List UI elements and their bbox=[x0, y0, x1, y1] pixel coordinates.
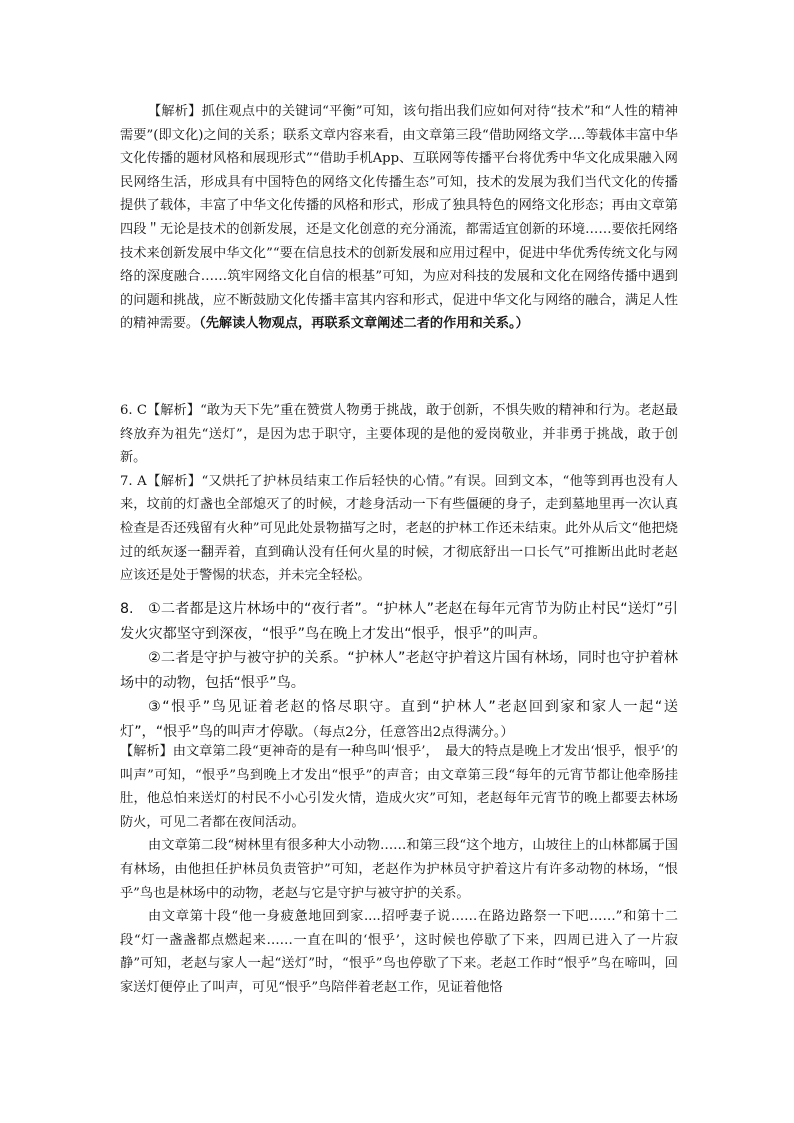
q8-point-3 bbox=[120, 695, 678, 745]
q8-score-note: （每点2分，任意答出2点得满分。） bbox=[312, 724, 514, 740]
q8-analysis-2: 由文章第二段“树林里有很多种大小动物……和第三段“这个地方，山坡往上的山林都属于国有林场，由他担任护林员负责管护”可知，老赵作为护林员守护着这片有许多动物的林场，“恨乎”鸟也是林场中的动物，老赵与它是守护与被守护的关系。 bbox=[120, 838, 678, 901]
analysis-paragraph bbox=[120, 100, 678, 336]
answer-tip: （先解读人物观点，再联系文章阐述二者的作用和关系。） bbox=[199, 316, 529, 332]
q8-point-1: 8. ①二者都是这片林场中的“夜行者”。“护林人”老赵在每年元宵节为防止村民“送灯”引发火灾都坚守到深夜，“恨乎”鸟在晚上才发出“恨乎，恨乎”的叫声。 bbox=[120, 601, 678, 642]
question-6-answer: 6. C【解析】“敢为天下先”重在赞赏人物勇于挑战，敢于创新，不惧失败的精神和行为。老赵最终放弃为祖先“送灯”，是因为忠于职守，主要体现的是他的爱岗敬业，并非勇于挑战，敢于创新。 bbox=[120, 403, 678, 466]
q8-point-2: ②二者是守护与被守护的关系。“护林人”老赵守护着这片国有林场，同时也守护着林场中的动物，包括“恨乎”鸟。 bbox=[120, 650, 678, 691]
section-analysis-1 bbox=[120, 100, 678, 336]
question-8-analysis bbox=[120, 740, 678, 1000]
question-7-answer: 7. A【解析】“又烘托了护林员结束工作后轻快的心情。”有误。回到文本，“他等到再也没有人来，坟前的灯盏也全部熄灭了的时候，才趁身活动一下有些僵硬的身子，走到墓地里再一次认真检查是否还残留有火种”可见此处景物描写之时，老赵的护林工作还未结束。此外从后文“他把烧过的纸灰逐一翻弄着，直到确认没有任何火星的时候，才彻底舒出一口长气”可推断出此时老赵应该还是处于警惕的状态，并未完全轻松。 bbox=[120, 473, 678, 584]
q8-point-3-text: ③“恨乎”鸟见证着老赵的恪尽职守。直到“护林人”老赵回到家和家人一起“送灯”，“恨乎”鸟的叫声才停歇。 bbox=[120, 699, 678, 740]
q8-analysis-1: 【解析】由文章第二段“更神奇的是有一种鸟叫‘恨乎’， 最大的特点是晚上才发出‘恨乎，恨乎’的叫声”可知，“恨乎”鸟到晚上才发出“恨乎”的声音；由文章第三段“每年的元宵节都让他牵肠挂肚，他总怕来送灯的村民不小心引发火情，造成火灾”可知，老赵每年元宵节的晚上都要去林场防火，可见二者都在夜间活动。 bbox=[120, 744, 678, 830]
questions-6-7 bbox=[120, 399, 678, 588]
analysis-text: 【解析】抓住观点中的关键词“平衡”可知，该句指出我们应如何对待“技术”和“人性的精神需要”(即文化)之间的关系；联系文章内容来看，由文章第三段“借助网络文学....等载体丰富中华文化传播的题材风格和展现形式”“借助手机App、互联网等传播平台将优秀中华文化成果融入网民网络生活，形成具有中国特色的网络文化传播生态”可知，技术的发展为我们当代文化的传播提供了载体，丰富了中华文化传播的风格和形式，形成了独具特色的网络文化形态；再由文章第四段＂无论是技术的创新发展，还是文化创意的充分涌流，都需适宜创新的环境……要依托网络技术来创新发展中华文化”“要在信息技术的创新发展和应用过程中，促进中华优秀传统文化与网络的深度融合……筑牢网络文化自信的根基”可知，为应对科技的发展和文化在网络传播中遇到的问题和挑战，应不断鼓励文化传播丰富其内容和形式，促进中华文化与网络的融合，满足人性的精神需要。 bbox=[120, 104, 678, 332]
question-8-answer bbox=[120, 597, 678, 746]
q8-analysis-3: 由文章第十段“他一身疲惫地回到家....招呼妻子说……在路边路祭一下吧……”和第十二段“灯一盏盏都点燃起来……一直在叫的‘恨乎’，这时候也停歇了下来，四周已进入了一片寂静”可知，老赵与家人一起“送灯”时，“恨乎”鸟也停歇了下来。老赵工作时“恨乎”鸟在啼叫，回家送灯便停止了叫声，可见“恨乎”鸟陪伴着老赵工作，见证着他恪 bbox=[120, 909, 678, 995]
